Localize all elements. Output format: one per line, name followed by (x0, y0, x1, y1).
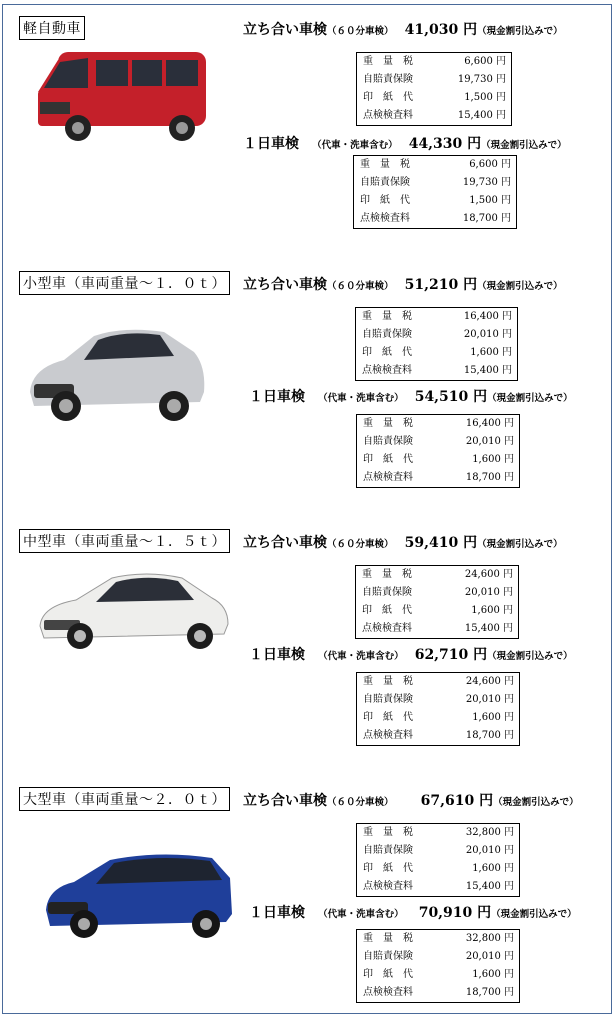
oneday-price: 62,710 円 (414, 647, 488, 663)
fee-row: 印 紙 代 1,600 円 (362, 605, 513, 616)
category-label: 大型車（車両重量～２．０ｔ） (19, 787, 230, 811)
standby-price: 51,210 円 (404, 277, 478, 293)
oneday-label: １日車検 (243, 136, 299, 152)
fee-row: 印 紙 代 1,500 円 (360, 195, 511, 206)
fee-row: 点検検査料 18,700 円 (363, 987, 514, 998)
midsize-car-image (36, 566, 232, 652)
fee-row: 重 量 税 32,800 円 (363, 827, 514, 838)
oneday-price: 54,510 円 (414, 389, 488, 405)
oneday-fee-table (356, 929, 520, 1003)
category-label: 軽自動車 (19, 16, 85, 40)
standby-inspection-line (243, 19, 563, 39)
oneday-discount: （現金割引込みで） (487, 651, 573, 662)
fee-row: 重 量 税 16,400 円 (363, 418, 514, 429)
oneday-inspection-line (249, 902, 577, 922)
large-car-image (40, 848, 236, 940)
fee-row: 自賠責保険 19,730 円 (363, 74, 506, 85)
fee-row: 重 量 税 6,600 円 (360, 159, 511, 170)
oneday-label: １日車検 (249, 389, 305, 405)
fee-row: 点検検査料 15,400 円 (362, 365, 512, 376)
fee-row: 重 量 税 32,800 円 (363, 933, 514, 944)
fee-row: 点検検査料 15,400 円 (363, 881, 514, 892)
standby-note: （６０分車検） (327, 281, 394, 292)
fee-row: 印 紙 代 1,500 円 (363, 92, 506, 103)
standby-note: （６０分車検） (327, 539, 394, 550)
oneday-inspection-line (243, 133, 567, 153)
standby-note: （６０分車検） (327, 797, 394, 808)
standby-price: 67,610 円 (420, 793, 494, 809)
oneday-fee-table (356, 414, 520, 488)
fee-row: 自賠責保険 20,010 円 (362, 587, 513, 598)
fee-row: 自賠責保険 19,730 円 (360, 177, 511, 188)
oneday-discount: （現金割引込みで） (487, 393, 573, 404)
standby-price: 59,410 円 (404, 535, 478, 551)
standby-discount: （現金割引込みで） (493, 797, 579, 808)
fee-row: 重 量 税 16,400 円 (362, 311, 512, 322)
fee-row: 点検検査料 18,700 円 (363, 472, 514, 483)
fee-row: 自賠責保険 20,010 円 (362, 329, 512, 340)
oneday-discount: （現金割引込みで） (481, 140, 567, 151)
fee-row: 重 量 税 6,600 円 (363, 56, 506, 67)
standby-inspection-line (243, 274, 563, 294)
category-label: 中型車（車両重量～１．５ｔ） (19, 529, 230, 553)
standby-label: 立ち合い車検 (243, 793, 327, 809)
fee-row: 印 紙 代 1,600 円 (363, 863, 514, 874)
oneday-inspection-line (249, 386, 573, 406)
oneday-discount: （現金割引込みで） (491, 909, 577, 920)
standby-note: （６０分車検） (327, 26, 394, 37)
fee-row: 印 紙 代 1,600 円 (362, 347, 512, 358)
standby-inspection-line (243, 790, 579, 810)
oneday-note: （代車・洗車含む） (312, 140, 398, 151)
oneday-price: 44,330 円 (408, 136, 482, 152)
fee-row: 重 量 税 24,600 円 (363, 676, 514, 687)
standby-label: 立ち合い車検 (243, 277, 327, 293)
standby-label: 立ち合い車検 (243, 22, 327, 38)
oneday-fee-table (353, 155, 517, 229)
oneday-fee-table (356, 672, 520, 746)
fee-row: 印 紙 代 1,600 円 (363, 969, 514, 980)
standby-discount: （現金割引込みで） (477, 281, 563, 292)
standby-fee-table (356, 52, 512, 126)
fee-row: 印 紙 代 1,600 円 (363, 454, 514, 465)
fee-row: 点検検査料 18,700 円 (360, 213, 511, 224)
fee-row: 自賠責保険 20,010 円 (363, 436, 514, 447)
standby-fee-table (356, 823, 520, 897)
standby-fee-table (355, 565, 519, 639)
standby-label: 立ち合い車検 (243, 535, 327, 551)
oneday-label: １日車検 (249, 905, 305, 921)
compact-car-image (24, 322, 210, 424)
fee-row: 印 紙 代 1,600 円 (363, 712, 514, 723)
oneday-label: １日車検 (249, 647, 305, 663)
fee-row: 点検検査料 15,400 円 (362, 623, 513, 634)
fee-row: 重 量 税 24,600 円 (362, 569, 513, 580)
fee-row: 自賠責保険 20,010 円 (363, 694, 514, 705)
fee-row: 自賠責保険 20,010 円 (363, 845, 514, 856)
fee-row: 点検検査料 15,400 円 (363, 110, 506, 121)
standby-discount: （現金割引込みで） (477, 26, 563, 37)
oneday-price: 70,910 円 (418, 905, 492, 921)
oneday-note: （代車・洗車含む） (318, 909, 404, 920)
oneday-inspection-line (249, 644, 573, 664)
standby-inspection-line (243, 532, 563, 552)
standby-discount: （現金割引込みで） (477, 539, 563, 550)
oneday-note: （代車・洗車含む） (318, 393, 404, 404)
fee-row: 点検検査料 18,700 円 (363, 730, 514, 741)
category-label: 小型車（車両重量～１．０ｔ） (19, 271, 230, 295)
standby-price: 41,030 円 (404, 22, 478, 38)
kei-car-image (30, 42, 212, 142)
fee-row: 自賠責保険 20,010 円 (363, 951, 514, 962)
oneday-note: （代車・洗車含む） (318, 651, 404, 662)
standby-fee-table (355, 307, 518, 381)
